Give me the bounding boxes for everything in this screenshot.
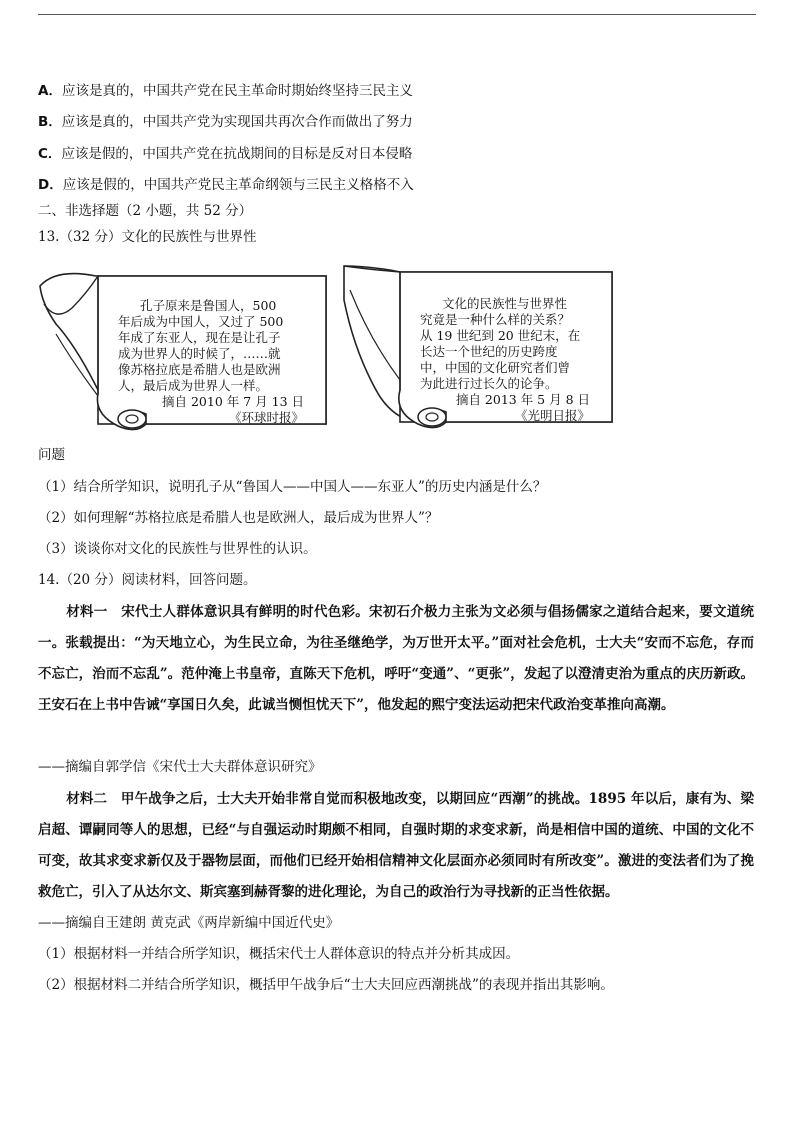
q13-header: 13.（32 分）文化的民族性与世界性: [38, 229, 257, 245]
scroll-2-text: 文化的民族性与世界性 究竟是一种什么样的关系？ 从 19 世纪到 20 世纪末，在 长达一个世纪的历史跨度 中，中国的文化研究者们曾 为此进行过长久的论争。 摘自 2013 年 5 月 8 日 《光明日报》: [420, 296, 590, 423]
material-2-source: ——摘编自王建朗 黄克武《两岸新编中国近代史》: [38, 915, 340, 931]
q13-question-1: （1）结合所学知识，说明孔子从“鲁国人——中国人——东亚人”的历史内涵是什么？: [38, 479, 547, 495]
section-title: 二、非选择题（2 小题，共 52 分）: [38, 203, 253, 219]
q13-question-2: （2）如何理解“苏格拉底是希腊人也是欧洲人，最后成为世界人”？: [38, 510, 439, 526]
question-label: 问题: [38, 447, 65, 463]
q14-question-2: （2）根据材料二并结合所学知识，概括甲午战争后“士大夫回应西潮挑战”的表现并指出其影响。: [38, 977, 614, 993]
material-1-source: ——摘编自郭学信《宋代士大夫群体意识研究》: [38, 759, 322, 775]
option-a: A．应该是真的，中国共产党在民主革命时期始终坚持三民主义: [38, 83, 413, 99]
scroll-image-2: [340, 260, 616, 432]
header-rule: [38, 14, 756, 15]
q14-header: 14.（20 分）阅读材料，回答问题。: [38, 572, 257, 588]
material-2: 材料二 甲午战争之后，士大夫开始非常自觉而积极地改变，以期回应“西潮”的挑战。1895 年以后，康有为、梁启超、谭嗣同等人的思想，已经“与自强运动时期颇不相同，自强时期的求变求新，尚是相信中国的道统、中国的文化不可变，故其求变求新仅及于器物层面，而他们已经开始相信精神文化层面亦必须同时有所改变”。激进的变法者们为了挽救危亡，引入了从达尔文、斯宾塞到赫胥黎的进化理论，为自己的政治行为寻找新的正当性依据。: [38, 791, 754, 900]
option-c: C．应该是假的，中国共产党在抗战期间的目标是反对日本侵略: [38, 146, 413, 162]
q14-question-1: （1）根据材料一并结合所学知识，概括宋代士人群体意识的特点并分析其成因。: [38, 946, 520, 962]
scroll-1-text: 孔子原来是鲁国人，500 年后成为中国人，又过了 500 年成了东亚人，现在是让孔子 成为世界人的时候了，……就 像苏格拉底是希腊人也是欧洲 人，最后成为世界人一样。 摘自 2010 年 7 月 13 日 《环球时报》: [118, 298, 304, 425]
material-1: 材料一 宋代士人群体意识具有鲜明的时代色彩。宋初石介极力主张为文必须与倡扬儒家之道结合起来，要文道统一。张载提出：“为天地立心，为生民立命，为往圣继绝学，为万世开太平。”面对社会危机，士大夫“安而不忘危，存而不忘亡，治而不忘乱”。范仲淹上书皇帝，直陈天下危机，呼吁“变通”、“更张”，发起了以澄清吏治为重点的庆历新政。王安石在上书中告诫“享国日久矣，此诚当恻怛忧天下”，他发起的熙宁变法运动把宋代政治变革推向高潮。: [38, 604, 754, 713]
scroll-image-1: [36, 264, 330, 434]
option-b: B．应该是真的，中国共产党为实现国共再次合作而做出了努力: [38, 114, 413, 130]
q13-question-3: （3）谈谈你对文化的民族性与世界性的认识。: [38, 541, 317, 557]
option-d: D．应该是假的，中国共产党民主革命纲领与三民主义格格不入: [38, 177, 414, 193]
